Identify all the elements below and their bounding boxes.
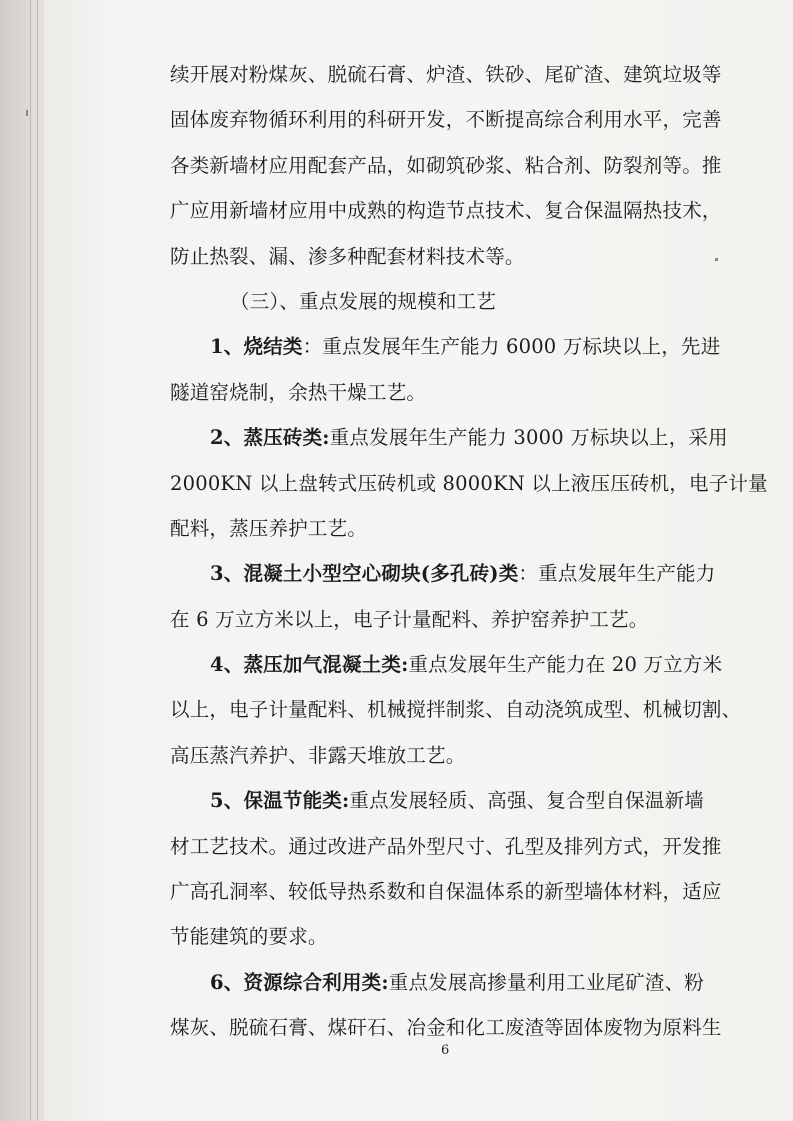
page-number: 6 — [441, 1043, 450, 1058]
item-text: 重点发展年生产能力 3000 万标块以上，采用 — [329, 426, 728, 450]
item-text: 重点发展高掺量利用工业尾矿渣、粉 — [388, 970, 704, 994]
text-line: 以上，电子计量配料、机械搅拌制浆、自动浇筑成型、机械切割、 — [170, 698, 742, 722]
item-first-line — [170, 642, 750, 687]
list-item — [170, 415, 768, 551]
list-item — [170, 778, 750, 960]
text-line: 隧道窑烧制，余热干燥工艺。 — [170, 380, 427, 404]
text-line: 煤灰、脱硫石膏、煤矸石、冶金和化工废渣等固体废物为原料生 — [170, 1016, 722, 1040]
item-text: 重点发展轻质、高强、复合型自保温新墙 — [349, 789, 704, 813]
text-line: 节能建筑的要求。 — [170, 925, 328, 949]
document-body — [170, 52, 768, 1051]
text-line: 材工艺技术。通过改进产品外型尺寸、孔型及排列方式，开发推 — [170, 834, 722, 858]
text-line: 2000KN 以上盘转式压砖机或 8000KN 以上液压压砖机，电子计量 — [170, 471, 768, 495]
item-label: 1、烧结类 — [210, 335, 303, 359]
text-line: 各类新墙材应用配套产品，如砌筑砂浆、粘合剂、防裂剂等。推 — [170, 153, 722, 177]
text-line: 广应用新墙材应用中成熟的构造节点技术、复合保温隔热技术， — [170, 199, 722, 223]
item-text: ：重点发展年生产能力 — [518, 562, 716, 586]
text-line: 防止热裂、漏、渗多种配套材料技术等。 — [170, 244, 525, 268]
page-edge — [37, 0, 38, 1121]
text-line: 高压蒸汽养护、非露天堆放工艺。 — [170, 743, 466, 767]
item-first-line — [170, 415, 750, 460]
list-item — [170, 324, 750, 415]
item-label: 5、保温节能类: — [210, 789, 350, 813]
text-line: 广高孔洞率、较低导热系数和自保温体系的新型墙体材料，适应 — [170, 880, 722, 904]
scan-speck — [26, 110, 28, 116]
item-text: ：重点发展年生产能力 6000 万标块以上，先进 — [302, 335, 721, 359]
text-line: 固体废弃物循环利用的科研开发，不断提高综合利用水平，完善 — [170, 108, 722, 132]
text-line: 续开展对粉煤灰、脱硫石膏、炉渣、铁砂、尾矿渣、建筑垃圾等 — [170, 63, 722, 86]
section-heading: （三）、重点发展的规模和工艺 — [230, 289, 497, 313]
page-edge — [30, 0, 31, 1121]
text-line: 在 6 万立方米以上，电子计量配料、养护窑养护工艺。 — [170, 607, 649, 631]
list-item — [170, 960, 750, 1051]
item-first-line — [170, 551, 750, 596]
item-first-line — [170, 960, 750, 1005]
item-label: 2、蒸压砖类: — [210, 426, 330, 450]
item-first-line — [170, 778, 750, 823]
item-label: 6、资源综合利用类: — [210, 970, 389, 994]
paragraph-continuation — [170, 52, 750, 279]
item-text: 重点发展年生产能力在 20 万立方米 — [408, 653, 723, 677]
text-line: 配料，蒸压养护工艺。 — [170, 516, 368, 540]
list-item — [170, 551, 750, 642]
item-first-line — [170, 324, 750, 369]
list-item — [170, 642, 750, 778]
item-label: 4、蒸压加气混凝土类: — [210, 653, 409, 677]
item-label: 3、混凝土小型空心砌块(多孔砖)类 — [210, 562, 519, 586]
